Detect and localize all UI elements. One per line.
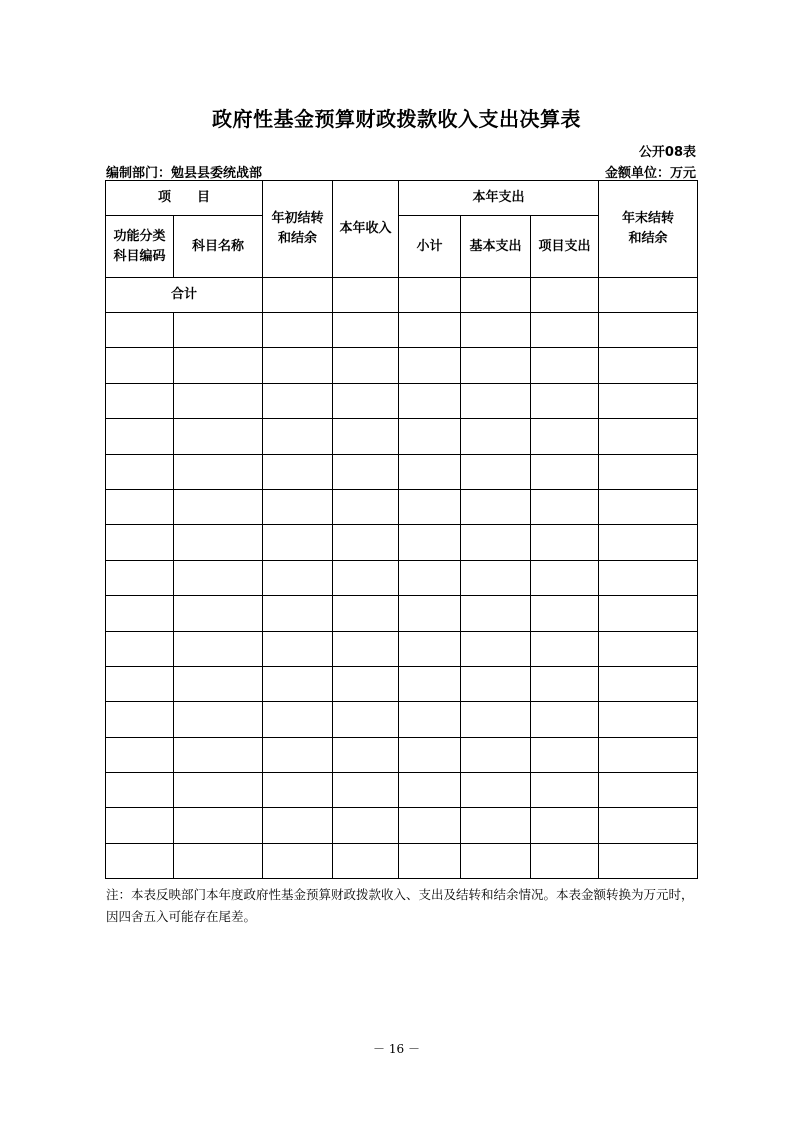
table-cell xyxy=(106,383,174,418)
table-cell xyxy=(263,843,333,878)
table-cell xyxy=(263,454,333,489)
table-cell xyxy=(461,843,531,878)
table-cell xyxy=(333,773,399,808)
table-row xyxy=(106,525,698,560)
table-cell xyxy=(461,631,531,666)
table-cell xyxy=(531,737,599,772)
table-cell xyxy=(263,702,333,737)
table-cell xyxy=(174,560,263,595)
table-cell xyxy=(399,702,461,737)
table-cell xyxy=(106,525,174,560)
table-row xyxy=(106,489,698,524)
table-cell xyxy=(599,525,698,560)
table-cell xyxy=(399,666,461,701)
total-label: 合计 xyxy=(106,278,263,313)
table-cell xyxy=(461,383,531,418)
table-cell xyxy=(461,666,531,701)
table-cell xyxy=(106,808,174,843)
table-cell xyxy=(263,737,333,772)
table-cell xyxy=(399,489,461,524)
table-cell xyxy=(531,631,599,666)
page-title: 政府性基金预算财政拨款收入支出决算表 xyxy=(212,107,581,131)
table-cell xyxy=(263,525,333,560)
table-cell xyxy=(174,489,263,524)
table-cell xyxy=(531,596,599,631)
table-cell xyxy=(333,702,399,737)
table-row xyxy=(106,454,698,489)
table-row xyxy=(106,702,698,737)
table-cell xyxy=(531,525,599,560)
table-cell xyxy=(174,631,263,666)
table-cell xyxy=(461,489,531,524)
table-cell xyxy=(174,313,263,348)
table-cell xyxy=(399,737,461,772)
header-start-balance-text: 年初结转 和结余 xyxy=(271,211,324,246)
table-cell xyxy=(531,843,599,878)
table-cell xyxy=(531,808,599,843)
table-cell xyxy=(263,348,333,383)
table-cell xyxy=(174,596,263,631)
table-cell xyxy=(599,631,698,666)
header-basic-expense: 基本支出 xyxy=(461,216,531,278)
table-cell xyxy=(333,383,399,418)
table-row xyxy=(106,631,698,666)
table-cell xyxy=(333,313,399,348)
table-row xyxy=(106,773,698,808)
table-cell xyxy=(174,666,263,701)
table-cell xyxy=(399,773,461,808)
header-end-balance-text: 年末结转 和结余 xyxy=(622,211,675,246)
table-row xyxy=(106,596,698,631)
table-cell xyxy=(399,454,461,489)
table-cell xyxy=(399,560,461,595)
table-cell xyxy=(263,773,333,808)
table-cell xyxy=(174,454,263,489)
table-cell xyxy=(399,419,461,454)
table-cell xyxy=(174,383,263,418)
table-cell xyxy=(106,419,174,454)
table-cell xyxy=(531,348,599,383)
form-code: 公开08表 xyxy=(638,145,696,160)
table-cell xyxy=(599,702,698,737)
table-cell xyxy=(599,596,698,631)
table-cell xyxy=(599,560,698,595)
table-cell xyxy=(106,843,174,878)
table-cell xyxy=(106,489,174,524)
table-cell xyxy=(399,596,461,631)
table-cell xyxy=(263,631,333,666)
footnote: 注：本表反映部门本年度政府性基金预算财政拨款收入、支出及结转和结余情况。本表金额转换为万元时，因四舍五入可能存在尾差。 xyxy=(106,887,694,924)
table-cell xyxy=(531,383,599,418)
table-cell xyxy=(263,419,333,454)
table-cell xyxy=(461,525,531,560)
table-cell xyxy=(106,737,174,772)
table-cell xyxy=(531,313,599,348)
table-cell xyxy=(174,737,263,772)
table-cell xyxy=(461,419,531,454)
header-expense: 本年支出 xyxy=(399,181,599,216)
table-cell xyxy=(106,631,174,666)
table-cell xyxy=(531,419,599,454)
table-cell xyxy=(174,525,263,560)
table-cell xyxy=(399,348,461,383)
table-cell xyxy=(333,666,399,701)
table-cell xyxy=(174,348,263,383)
header-item-code-text: 功能分类 科目编码 xyxy=(113,228,166,264)
table-cell xyxy=(599,773,698,808)
total-cell xyxy=(399,278,461,313)
header-item: 项 目 xyxy=(106,181,263,216)
table-cell xyxy=(174,702,263,737)
table-cell xyxy=(461,348,531,383)
table-cell xyxy=(174,773,263,808)
table-cell xyxy=(531,773,599,808)
table-cell xyxy=(106,596,174,631)
table-cell xyxy=(399,808,461,843)
header-subtotal: 小计 xyxy=(399,216,461,278)
table-cell xyxy=(531,560,599,595)
table-cell xyxy=(263,666,333,701)
header-project-expense: 项目支出 xyxy=(531,216,599,278)
header-income: 本年收入 xyxy=(333,181,399,278)
table-cell xyxy=(333,348,399,383)
table-cell xyxy=(599,489,698,524)
table-cell xyxy=(106,313,174,348)
table-cell xyxy=(263,808,333,843)
total-cell xyxy=(531,278,599,313)
table-cell xyxy=(531,702,599,737)
budget-table xyxy=(105,180,698,879)
table-cell xyxy=(531,489,599,524)
total-cell xyxy=(461,278,531,313)
table-cell xyxy=(399,313,461,348)
table-cell xyxy=(333,525,399,560)
total-cell xyxy=(263,278,333,313)
table-cell xyxy=(106,454,174,489)
table-cell xyxy=(461,313,531,348)
table-cell xyxy=(531,666,599,701)
table-cell xyxy=(174,843,263,878)
header-item-code xyxy=(106,216,174,278)
table-row xyxy=(106,737,698,772)
table-row xyxy=(106,348,698,383)
table-cell xyxy=(106,773,174,808)
table-cell xyxy=(106,560,174,595)
table-row xyxy=(106,560,698,595)
table-cell xyxy=(333,419,399,454)
table-cell xyxy=(599,737,698,772)
table-cell xyxy=(263,313,333,348)
table-cell xyxy=(599,454,698,489)
table-cell xyxy=(461,702,531,737)
table-cell xyxy=(174,419,263,454)
table-row xyxy=(106,808,698,843)
table-cell xyxy=(263,596,333,631)
table-cell xyxy=(106,702,174,737)
table-cell xyxy=(461,596,531,631)
table-cell xyxy=(461,560,531,595)
table-cell xyxy=(461,737,531,772)
table-cell xyxy=(531,454,599,489)
table-cell xyxy=(333,560,399,595)
table-cell xyxy=(333,808,399,843)
table-cell xyxy=(333,843,399,878)
table-cell xyxy=(333,631,399,666)
table-cell xyxy=(333,596,399,631)
table-cell xyxy=(333,489,399,524)
total-cell xyxy=(333,278,399,313)
table-cell xyxy=(106,348,174,383)
header-start-balance xyxy=(263,181,333,278)
header-end-balance xyxy=(599,181,698,278)
table-cell xyxy=(263,383,333,418)
table-cell xyxy=(599,843,698,878)
unit-label: 金额单位：万元 xyxy=(604,166,696,181)
table-cell xyxy=(461,773,531,808)
header-item-name: 科目名称 xyxy=(174,216,263,278)
department-label: 编制部门：勉县县委统战部 xyxy=(106,166,263,181)
table-cell xyxy=(399,843,461,878)
total-cell xyxy=(599,278,698,313)
table-cell xyxy=(599,313,698,348)
table-cell xyxy=(599,419,698,454)
table-cell xyxy=(399,383,461,418)
table-cell xyxy=(333,737,399,772)
table-cell xyxy=(106,666,174,701)
table-cell xyxy=(174,808,263,843)
table-cell xyxy=(461,808,531,843)
table-row xyxy=(106,313,698,348)
table-cell xyxy=(399,631,461,666)
table-cell xyxy=(263,489,333,524)
total-row xyxy=(106,278,698,313)
table-row xyxy=(106,666,698,701)
table-cell xyxy=(461,454,531,489)
table-cell xyxy=(599,808,698,843)
table-cell xyxy=(599,666,698,701)
table-cell xyxy=(263,560,333,595)
table-cell xyxy=(333,454,399,489)
table-cell xyxy=(599,348,698,383)
table-cell xyxy=(599,383,698,418)
page-number: － 16 － xyxy=(373,1042,420,1056)
table-cell xyxy=(399,525,461,560)
table-row xyxy=(106,843,698,878)
table-row xyxy=(106,419,698,454)
table-row xyxy=(106,383,698,418)
